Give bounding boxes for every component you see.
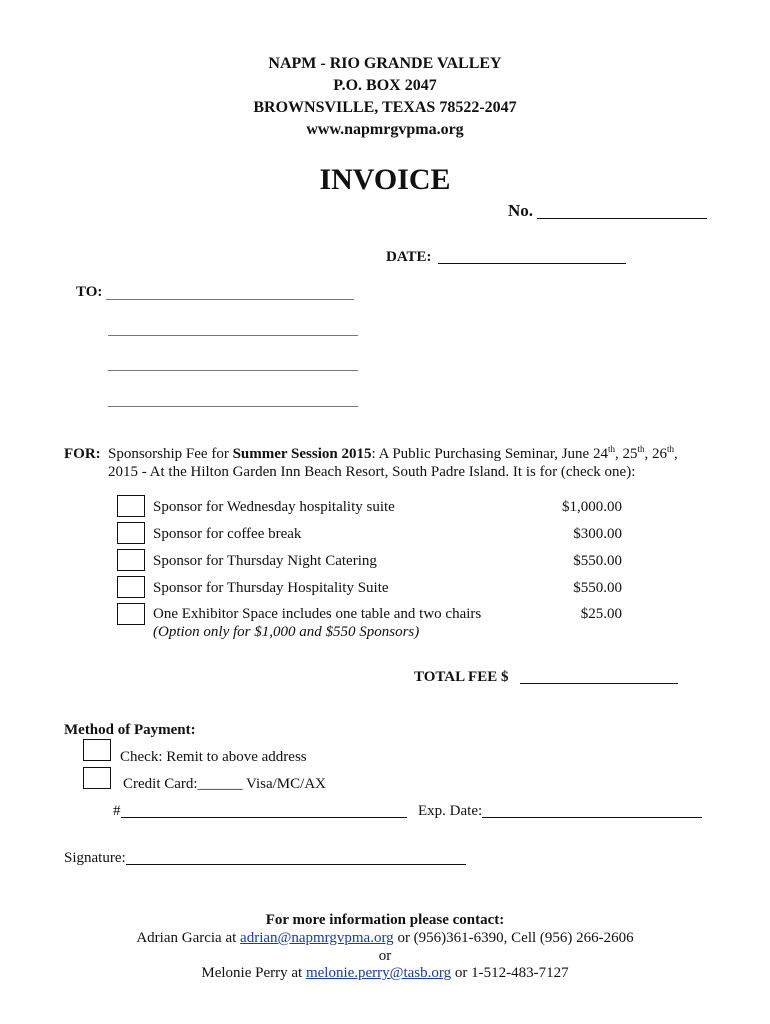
checkbox-option-4[interactable] [117, 576, 145, 598]
signature-field[interactable] [126, 864, 466, 865]
total-fee-label: TOTAL FEE $ [414, 669, 509, 685]
to-address-line-1[interactable] [106, 299, 354, 300]
for-description-line-1: Sponsorship Fee for Summer Session 2015: A Public Purchasing Seminar, June 24th, 25th, 26th, [108, 444, 678, 462]
option-1-label: Sponsor for Wednesday hospitality suite [153, 499, 395, 515]
checkbox-check-payment[interactable] [83, 739, 111, 761]
city-state-zip: BROWNSVILLE, TEXAS 78522-2047 [253, 99, 517, 116]
option-4-label: Sponsor for Thursday Hospitality Suite [153, 580, 389, 596]
checkbox-option-1[interactable] [117, 495, 145, 517]
option-2-price: $300.00 [573, 526, 622, 542]
contact-or: or [378, 948, 392, 964]
option-1-price: $1,000.00 [562, 499, 622, 515]
contact-heading: For more information please contact: [265, 912, 505, 928]
exp-date-field[interactable] [482, 817, 702, 818]
to-address-line-2[interactable] [108, 335, 358, 336]
option-note: (Option only for $1,000 and $550 Sponsors) [153, 624, 420, 640]
org-name: NAPM - RIO GRANDE VALLEY [268, 55, 502, 72]
melonie-email-link[interactable]: melonie.perry@tasb.org [305, 965, 452, 981]
check-payment-label: Check: Remit to above address [120, 749, 307, 765]
invoice-number-label: No. [508, 201, 534, 220]
for-label: FOR: [64, 446, 101, 462]
exp-date-label: Exp. Date: [418, 803, 483, 819]
card-number-field[interactable] [121, 817, 407, 818]
option-2-label: Sponsor for coffee break [153, 526, 302, 542]
credit-card-label: Credit Card:______ Visa/MC/AX [123, 776, 326, 792]
checkbox-credit-card[interactable] [83, 767, 111, 789]
payment-heading: Method of Payment: [64, 722, 196, 738]
total-fee-field[interactable] [520, 683, 678, 684]
to-address-line-4[interactable] [108, 406, 358, 407]
adrian-email-link[interactable]: adrian@napmrgvpma.org [240, 930, 394, 946]
contact-line-2: Melonie Perry at melonie.perry@tasb.org or 1-512-483-7127 [201, 965, 569, 981]
date-field[interactable] [438, 263, 626, 264]
website: www.napmrgvpma.org [306, 121, 464, 138]
date-label: DATE: [386, 249, 432, 265]
signature-label: Signature: [64, 850, 126, 866]
for-description-line-2: 2015 - At the Hilton Garden Inn Beach Resort, South Padre Island. It is for (check one): [108, 464, 636, 480]
checkbox-option-5[interactable] [117, 603, 145, 625]
invoice-number-field[interactable] [537, 218, 707, 219]
card-number-label: # [113, 803, 121, 819]
option-3-price: $550.00 [573, 553, 622, 569]
invoice-title: INVOICE [319, 163, 451, 196]
checkbox-option-2[interactable] [117, 522, 145, 544]
to-address-line-3[interactable] [108, 370, 358, 371]
option-4-price: $550.00 [573, 580, 622, 596]
option-5-label: One Exhibitor Space includes one table and two chairs [153, 606, 482, 622]
po-box: P.O. BOX 2047 [333, 77, 437, 94]
contact-line-1: Adrian Garcia at adrian@napmrgvpma.org or (956)361-6390, Cell (956) 266-2606 [136, 930, 634, 946]
checkbox-option-3[interactable] [117, 549, 145, 571]
to-label: TO: [76, 284, 103, 300]
option-5-price: $25.00 [580, 606, 622, 622]
option-3-label: Sponsor for Thursday Night Catering [153, 553, 377, 569]
